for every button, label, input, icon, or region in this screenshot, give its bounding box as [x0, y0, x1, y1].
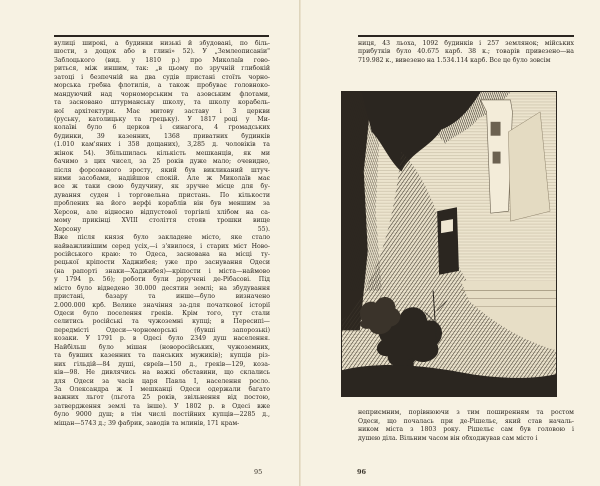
- text-line: ниця, 43 льоха, 1092 будинків і 257 землянок; мійських: [358, 40, 574, 47]
- text-line: для Одеси за часів царя Павла І, населення росло.: [54, 377, 270, 385]
- text-line: у 1794 р. 56); роботи були доручені де-Рібасові. Під: [54, 276, 270, 284]
- text-line: міщан—5743 д.; 39 фабрик, заводів та млинів, 171 крам-: [54, 419, 240, 427]
- right-page-bottom-text: [358, 409, 574, 443]
- text-line: російського краю: то Одеса, заснована на місці ту-: [54, 250, 270, 258]
- text-line: дування суден і торговельна пристань. По кількости: [54, 191, 270, 199]
- text-line: все ж таки свою будучину, як зручне місце для бу-: [54, 183, 270, 191]
- text-line: рецької кріпости Хаджибея; уже про заснування Одеси: [54, 259, 270, 267]
- text-line: 719.982 к., вивезено на 1.534.114 карб. Все це було зовсім: [358, 56, 551, 64]
- text-line: важних льгот (льгота 25 років, звільнення від постою,: [54, 394, 270, 402]
- text-line: затвердження землі та інше). У 1802 р. в Одесі вже: [54, 402, 270, 410]
- text-line: Херсон, але відносно відпустової торгівлі хлібом на са-: [54, 208, 270, 216]
- text-line: вулиці широкі, а будинки низькі й збудовані, по біль-: [54, 40, 270, 47]
- text-line: найважливішим серед усіх,—і з'явилося, і старих міст Ново-: [54, 242, 270, 250]
- text-line: було 9000 душ; в тім числі постійних купців—2285 д.,: [54, 411, 270, 419]
- text-line: після форсованого зросту, який був викликаний штуч-: [54, 166, 270, 174]
- text-line: бачимо з цих чисел, за 25 років дуже мало; очевидно,: [54, 158, 270, 166]
- text-line: козаки. У 1791 р. в Одесі було 2349 душ населення.: [54, 335, 270, 343]
- text-line: них гільдій—84 душі, євреїв—150 д., греків—129, коза-: [54, 360, 270, 368]
- text-line: шости, з дощок або в глині» 52). У „Землеописаніи": [54, 48, 270, 56]
- text-line: будинки, 39 казенних, 1368 приватних будинків: [54, 132, 270, 140]
- text-line: Херсону 55).: [54, 225, 270, 233]
- text-line: селитись російські та чужоземні купці; в Пересипі—: [54, 318, 270, 326]
- text-line: За Олександра ж І мешканці Одеси одержали багато: [54, 385, 270, 393]
- left-page-text: [54, 40, 270, 428]
- text-line: ником міста з 1803 року. Рішельє сам був головою і: [358, 426, 574, 434]
- text-line: та засновано штурманську школу, та школу корабель-: [54, 99, 270, 107]
- right-page-number: 96: [357, 468, 367, 476]
- text-line: мандуючий над чорноморським та азовським флотами,: [54, 90, 270, 98]
- text-line: (1.010 кам'яних і 358 дощаних), 3,285 д. чоловіків та: [54, 141, 270, 149]
- top-rule-right: [358, 35, 574, 37]
- text-line: риться, між иншим, так: „в цьому по зручній глибокій: [54, 65, 270, 73]
- text-line: Вже після князя було закладене місто, яке стало: [54, 234, 270, 242]
- top-rule-left: [54, 35, 269, 37]
- text-line: прибутків було 40.675 карб. 38 к.; товарів привезено—на: [358, 48, 574, 56]
- text-line: мому прикінці XVIII століття стояв трошки вище: [54, 217, 270, 225]
- text-line: 2.000.000 крб. Велике значіння за-для початкової історії: [54, 301, 270, 309]
- text-line: душею діла. Вільним часом він обходжував сам місто і: [358, 434, 538, 442]
- left-page: [0, 0, 299, 486]
- text-line: морська гребна флотилія, а також пробуває головноко-: [54, 82, 270, 90]
- text-line: ної архітектури. Має митову заставу і 3 церкви: [54, 107, 270, 115]
- text-line: неприємним, порівнюючи з тим поширенням та ростом: [358, 409, 574, 416]
- text-line: Одеси, що почалась при де-Рішельє, який став началь-: [358, 417, 574, 425]
- text-line: Найбільш було мішан (новоросійських, чужоземних,: [54, 343, 270, 351]
- text-line: колаїві було 6 церков і синагога, 4 громадських: [54, 124, 270, 132]
- text-line: жінок 54). Збільшилась кількість мешканців, як ми: [54, 149, 270, 157]
- text-line: та бувших казенних та панських мужиків); купців різ-: [54, 352, 270, 360]
- engraving-landscape: [342, 92, 556, 396]
- text-line: (руську, католицьку та грецьку). У 1817 році у Ми-: [54, 115, 270, 123]
- text-line: ними засобами, надійшов спокій. Але ж Миколаїв має: [54, 175, 270, 182]
- text-line: проблених на його верфі кораблів він був меншим за: [54, 200, 270, 208]
- text-line: затоці і безпечній на два судів пристані стоїть чорно-: [54, 73, 270, 81]
- engraving-illustration: [341, 91, 557, 397]
- text-line: Одеси було поселення греків. Крім того, тут стали: [54, 310, 270, 317]
- text-line: ків—98. Не дивлячись на важкі обставини, що склались: [54, 369, 270, 377]
- text-line: Заблоцького (вид. у 1810 р.) про Миколаїв гово-: [54, 56, 270, 64]
- text-line: передмісті Одеси—чорноморські (бувші запорозькі): [54, 326, 270, 334]
- left-page-number: 95: [254, 468, 263, 476]
- text-line: (на рапорті знаки—Хаджибея)—кріпости і міста—наймово: [54, 267, 270, 275]
- right-page: [301, 0, 600, 486]
- text-line: місто було відведено 30.000 десятин землі; на збудування: [54, 284, 270, 292]
- text-line: пристані, базару та инше—було визначено: [54, 293, 270, 301]
- right-page-top-text: [358, 40, 574, 65]
